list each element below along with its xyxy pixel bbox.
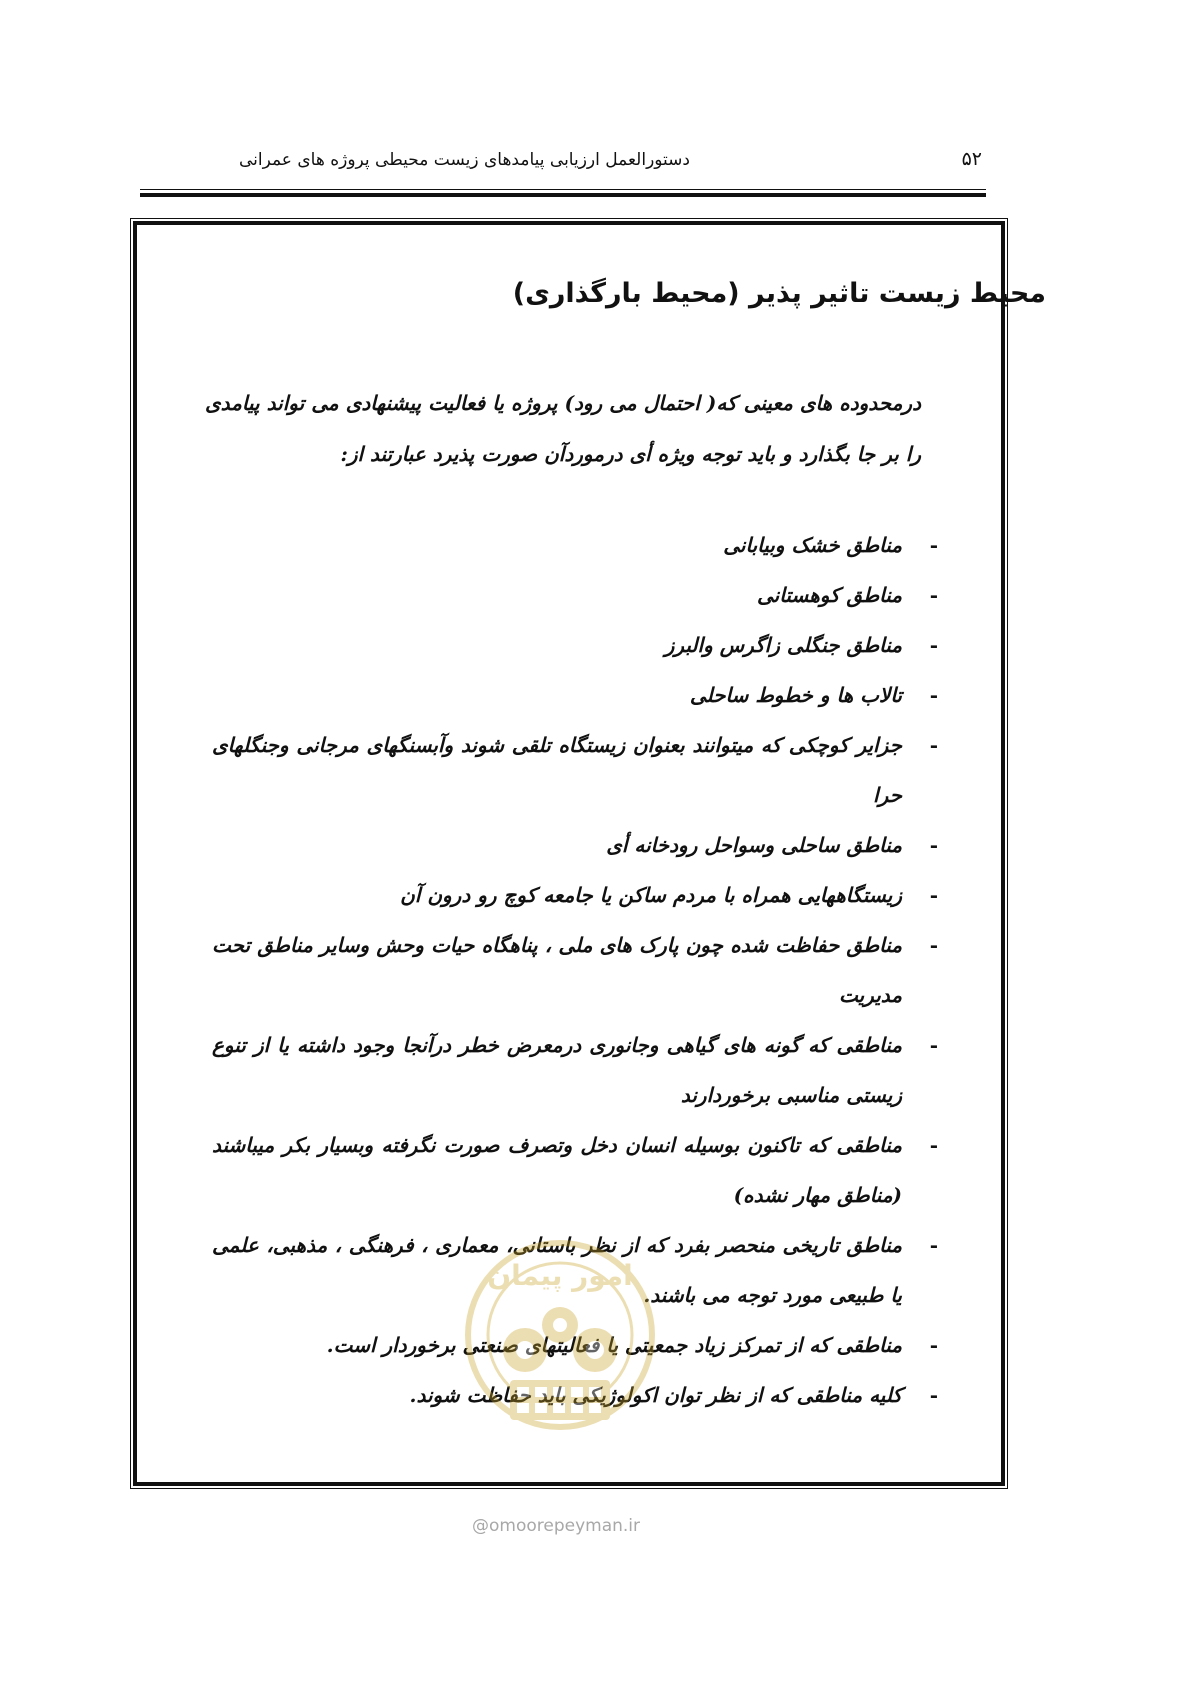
list-item-text: زیستگاههایی همراه با مردم ساکن یا جامعه کوچ رو درون آن bbox=[400, 883, 902, 907]
list-item bbox=[212, 1370, 938, 1420]
header-rule-thick bbox=[140, 193, 986, 197]
page-number: ۵۲ bbox=[961, 148, 982, 170]
bullet-dash: - bbox=[929, 683, 938, 707]
list-item bbox=[212, 570, 938, 620]
bullet-dash: - bbox=[929, 1383, 938, 1407]
list-item-text: مناطق کوهستانی bbox=[756, 583, 902, 607]
list-item-text: مناطق ساحلی وسواحل رودخانه أی bbox=[606, 833, 902, 857]
list-item bbox=[212, 520, 938, 570]
list-item-text: مناطق خشک وبیابانی bbox=[723, 533, 902, 557]
bullet-dash: - bbox=[929, 633, 938, 657]
list-item bbox=[212, 870, 938, 920]
list-item bbox=[212, 820, 938, 870]
list-item bbox=[212, 720, 938, 820]
intro-paragraph: درمحدوده های معینی که( احتمال می رود) پروژه یا فعالیت پیشنهادی می تواند پیامدی را بر جا بگذارد و باید توجه ویژه أی درموردآن صورت پذیرد عبارتند از: bbox=[205, 391, 921, 466]
sensitive-areas-list bbox=[212, 520, 938, 1420]
bullet-dash: - bbox=[929, 533, 938, 557]
list-item-text: مناطق حفاظت شده چون پارک های ملی ، پناهگاه حیات وحش وسایر مناطق تحت مدیریت bbox=[212, 933, 902, 1007]
running-header bbox=[140, 148, 982, 180]
bullet-dash: - bbox=[929, 883, 938, 907]
list-item bbox=[212, 670, 938, 720]
bullet-dash: - bbox=[929, 933, 938, 957]
list-item-text: کلیه مناطقی که از نظر توان اکولوژیکی باید حفاظت شوند. bbox=[409, 1383, 902, 1407]
bullet-dash: - bbox=[929, 833, 938, 857]
running-header-title: دستورالعمل ارزیابی پیامدهای زیست محیطی پروژه های عمرانی bbox=[238, 150, 690, 170]
list-item bbox=[212, 1320, 938, 1370]
watermark-url: @omoorepeyman.ir bbox=[472, 1516, 641, 1536]
list-item-text: مناطقی که از تمرکز زیاد جمعیتی یا فعالیتهای صنعتی برخوردار است. bbox=[326, 1333, 902, 1357]
list-item-text: تالاب ها و خطوط ساحلی bbox=[689, 683, 902, 707]
bullet-dash: - bbox=[929, 1033, 938, 1057]
list-item bbox=[212, 1220, 938, 1320]
bullet-dash: - bbox=[929, 1233, 938, 1257]
bullet-dash: - bbox=[929, 583, 938, 607]
bullet-dash: - bbox=[929, 733, 938, 757]
list-item-text: مناطقی که گونه های گیاهی وجانوری درمعرض خطر درآنجا وجود داشته یا از تنوع زیستی مناسبی برخوردارند bbox=[212, 1033, 902, 1107]
list-item-text: جزایر کوچکی که میتوانند بعنوان زیستگاه تلقی شوند وآبسنگهای مرجانی وجنگلهای حرا bbox=[212, 733, 902, 807]
list-item-text: مناطقی که تاکنون بوسیله انسان دخل وتصرف صورت نگرفته وبسیار بکر میباشند (مناطق مهار نشده) bbox=[212, 1133, 902, 1207]
list-item bbox=[212, 1020, 938, 1120]
list-item bbox=[212, 920, 938, 1020]
list-item bbox=[212, 620, 938, 670]
section-title: محیط زیست تاثیر پذیر (محیط بارگذاری) bbox=[512, 278, 1046, 309]
list-item-text: مناطق جنگلی زاگرس والبرز bbox=[664, 633, 902, 657]
watermark-logo-text: امور پیمان bbox=[487, 1259, 633, 1292]
list-item-text: مناطق تاریخی منحصر بفرد که از نظر باستانی، معماری ، فرهنگی ، مذهبی، علمی یا طبیعی مورد توجه می باشند. bbox=[212, 1233, 902, 1307]
list-item bbox=[212, 1120, 938, 1220]
bullet-dash: - bbox=[929, 1333, 938, 1357]
bullet-dash: - bbox=[929, 1133, 938, 1157]
header-rule-thin bbox=[140, 189, 986, 190]
